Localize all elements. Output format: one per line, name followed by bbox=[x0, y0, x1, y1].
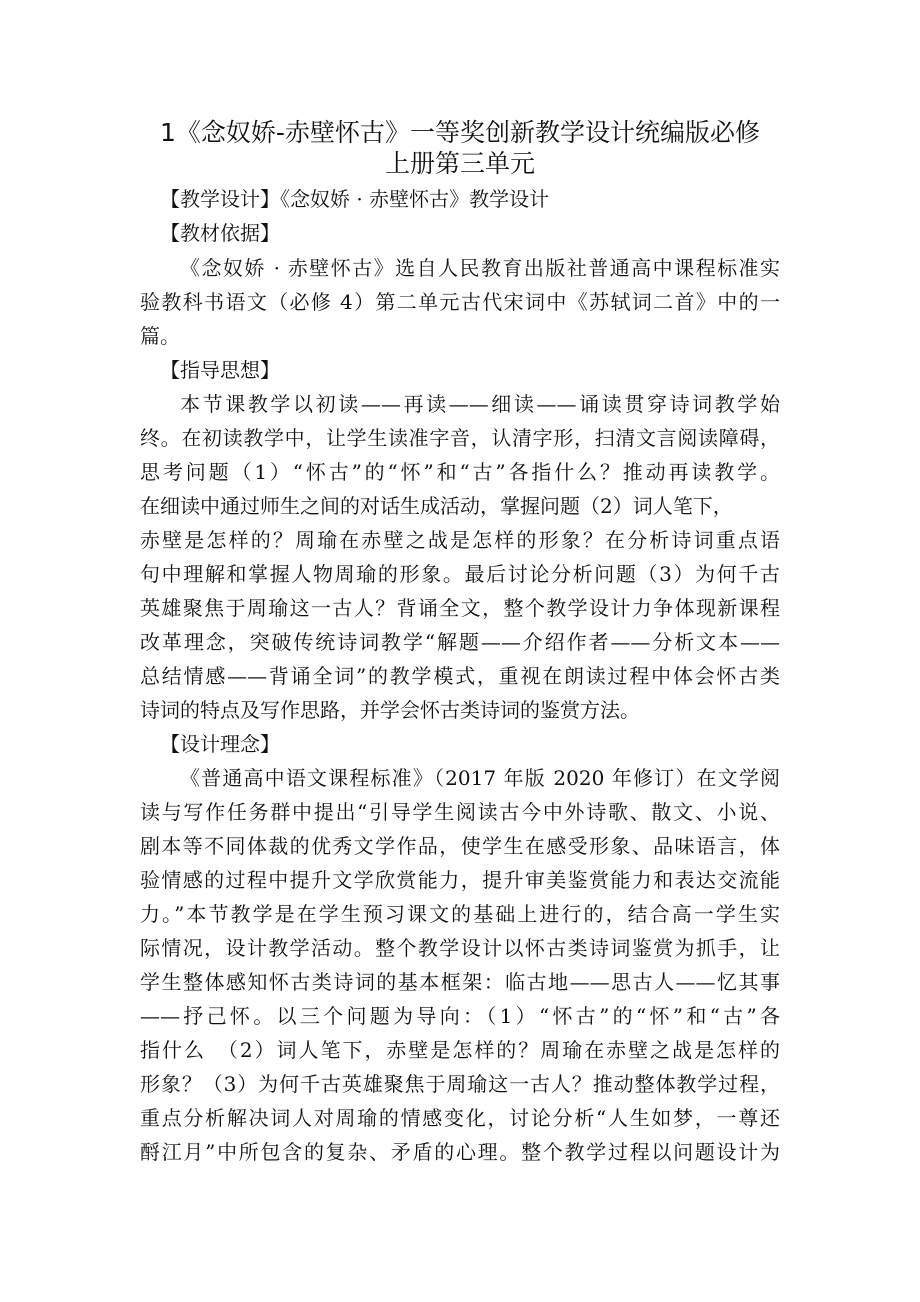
design-heading: 【教学设计】《念奴娇 · 赤壁怀古》教学设计 bbox=[160, 187, 550, 211]
basis-paragraph-line: 篇。 bbox=[140, 324, 180, 348]
guide-paragraph-line: 改革理念，突破传统诗词教学“解题——介绍作者——分析文本—— bbox=[140, 630, 780, 654]
concept-paragraph-line: ——抒己怀。以三个问题为导向：（1）“怀古”的“怀”和“古”各 bbox=[140, 1004, 780, 1028]
concept-paragraph-line: 《普通高中语文课程标准》（2017 年版 2020 年修订）在文学阅 bbox=[180, 766, 780, 790]
guide-paragraph-line: 在细读中通过师生之间的对话生成活动，掌握问题（2）词人笔下， bbox=[140, 494, 733, 518]
guide-paragraph-line: 本节课教学以初读——再读——细读——诵读贯穿诗词教学始 bbox=[180, 392, 780, 416]
basis-paragraph-line: 验教科书语文（必修 4）第二单元古代宋词中《苏轼词二首》中的一 bbox=[140, 290, 780, 314]
concept-paragraph-line: 力。”本节教学是在学生预习课文的基础上进行的，结合高一学生实 bbox=[140, 902, 780, 926]
concept-paragraph-line: 指什么 （2）词人笔下，赤壁是怎样的？周瑜在赤壁之战是怎样的 bbox=[140, 1038, 780, 1062]
concept-paragraph-line: 酹江月”中所包含的复杂、矛盾的心理。整个教学过程以问题设计为 bbox=[140, 1140, 780, 1164]
concept-paragraph-line: 剧本等不同体裁的优秀文学作品，使学生在感受形象、品味语言，体 bbox=[140, 834, 780, 858]
concept-paragraph-line: 重点分析解决词人对周瑜的情感变化，讨论分析“人生如梦，一尊还 bbox=[140, 1106, 780, 1130]
concept-paragraph-line: 验情感的过程中提升文学欣赏能力，提升审美鉴赏能力和表达交流能 bbox=[140, 868, 780, 892]
basis-paragraph-line: 《念奴娇 · 赤壁怀古》选自人民教育出版社普通高中课程标准实 bbox=[180, 256, 780, 280]
guide-paragraph-line: 思考问题（1）“怀古”的“怀”和“古”各指什么？推动再读教学。 bbox=[140, 460, 780, 484]
concept-paragraph-line: 学生整体感知怀古类诗词的基本框架：临古地——思古人——忆其事 bbox=[140, 970, 780, 994]
guide-paragraph-line: 句中理解和掌握人物周瑜的形象。最后讨论分析问题（3）为何千古 bbox=[140, 562, 780, 586]
concept-paragraph-line: 读与写作任务群中提出“引导学生阅读古今中外诗歌、散文、小说、 bbox=[140, 800, 780, 824]
concept-heading: 【设计理念】 bbox=[160, 732, 280, 756]
document-title-line-1: 1《念奴娇-赤壁怀古》一等奖创新教学设计统编版必修 bbox=[160, 118, 760, 147]
basis-heading: 【教材依据】 bbox=[160, 221, 280, 245]
guide-paragraph-line: 总结情感——背诵全词”的教学模式，重视在朗读过程中体会怀古类 bbox=[140, 664, 780, 688]
concept-paragraph-line: 际情况，设计教学活动。整个教学设计以怀古类诗词鉴赏为抓手，让 bbox=[140, 936, 780, 960]
concept-paragraph-line: 形象？（3）为何千古英雄聚焦于周瑜这一古人？推动整体教学过程， bbox=[140, 1072, 780, 1096]
guide-paragraph-line: 诗词的特点及写作思路，并学会怀古类诗词的鉴赏方法。 bbox=[140, 698, 640, 722]
guide-heading: 【指导思想】 bbox=[160, 358, 280, 382]
guide-paragraph-line: 赤壁是怎样的？周瑜在赤壁之战是怎样的形象？在分析诗词重点语 bbox=[140, 528, 780, 552]
guide-paragraph-line: 终。在初读教学中，让学生读准字音，认清字形，扫清文言阅读障碍， bbox=[140, 426, 780, 450]
guide-paragraph-line: 英雄聚焦于周瑜这一古人？背诵全文，整个教学设计力争体现新课程 bbox=[140, 596, 780, 620]
document-title-line-2: 上册第三单元 bbox=[384, 149, 535, 178]
